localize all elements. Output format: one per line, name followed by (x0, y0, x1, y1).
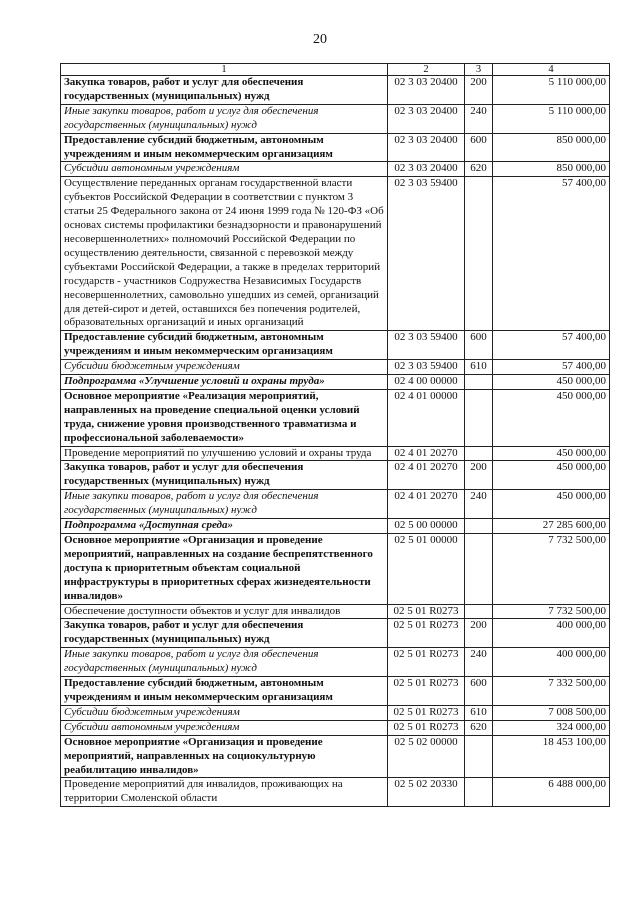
row-name-cell: Обеспечение доступности объектов и услуг для инвалидов (61, 604, 388, 619)
row-type-cell: 610 (465, 360, 493, 375)
row-name-cell: Субсидии автономным учреждениям (61, 720, 388, 735)
row-code-cell: 02 5 01 R0273 (388, 648, 465, 677)
row-code-cell: 02 3 03 20400 (388, 162, 465, 177)
row-type-cell (465, 389, 493, 446)
row-code-cell: 02 5 00 00000 (388, 519, 465, 534)
row-type-cell: 620 (465, 162, 493, 177)
row-amount-cell: 7 732 500,00 (493, 604, 610, 619)
row-amount-cell: 450 000,00 (493, 389, 610, 446)
row-code-cell: 02 5 02 20330 (388, 778, 465, 807)
table-row (61, 720, 610, 735)
table-row (61, 705, 610, 720)
row-code-cell: 02 4 01 00000 (388, 389, 465, 446)
table-row (61, 519, 610, 534)
row-type-cell: 240 (465, 648, 493, 677)
row-code-cell: 02 3 03 20400 (388, 104, 465, 133)
row-name-cell: Иные закупки товаров, работ и услуг для обеспечения государственных (муниципальных) нужд (61, 490, 388, 519)
row-amount-cell: 400 000,00 (493, 619, 610, 648)
row-amount-cell: 6 488 000,00 (493, 778, 610, 807)
column-header-4: 4 (493, 64, 610, 76)
row-amount-cell: 450 000,00 (493, 490, 610, 519)
row-amount-cell: 7 332 500,00 (493, 677, 610, 706)
row-name-cell: Иные закупки товаров, работ и услуг для обеспечения государственных (муниципальных) нужд (61, 648, 388, 677)
row-code-cell: 02 5 01 R0273 (388, 720, 465, 735)
row-amount-cell: 27 285 600,00 (493, 519, 610, 534)
table-row (61, 461, 610, 490)
row-code-cell: 02 5 02 00000 (388, 735, 465, 778)
row-name-cell: Осуществление переданных органам государственной власти субъектов Российской Федерации в соответствии с пунктом 3 статьи 25 Федерального закона от 24 июня 1999 года № 120-ФЗ «Об основах системы профилактики безнадзорности и правонарушений несовершеннолетних» полномочий Российской Федерации по осуществлению деятельности, связанной с перевозкой между субъектами Российской Федерации, а также в пределах территорий государств - участников Содружества Независимых Государств несовершеннолетних, самовольно ушедших из семей, организаций для детей-сирот и детей, оставшихся без попечения родителей, образовательных организаций и иных организаций (61, 177, 388, 331)
row-type-cell (465, 375, 493, 390)
table-row (61, 490, 610, 519)
row-code-cell: 02 4 01 20270 (388, 446, 465, 461)
table-row (61, 446, 610, 461)
table-row (61, 162, 610, 177)
budget-table (60, 63, 610, 807)
row-name-cell: Основное мероприятие «Организация и проведение мероприятий, направленных на социокультурную реабилитацию инвалидов» (61, 735, 388, 778)
row-amount-cell: 324 000,00 (493, 720, 610, 735)
row-amount-cell: 57 400,00 (493, 177, 610, 331)
row-type-cell (465, 177, 493, 331)
row-name-cell: Основное мероприятие «Организация и проведение мероприятий, направленных на создание беспрепятственного доступа к приоритетным объектам социальной инфраструктуры в приоритетных сферах жизнедеятельности инвалидов» (61, 534, 388, 605)
row-code-cell: 02 4 00 00000 (388, 375, 465, 390)
row-name-cell: Подпрограмма «Доступная среда» (61, 519, 388, 534)
page-number: 20 (313, 32, 327, 47)
row-type-cell: 610 (465, 705, 493, 720)
row-name-cell: Закупка товаров, работ и услуг для обеспечения государственных (муниципальных) нужд (61, 461, 388, 490)
table-row (61, 389, 610, 446)
row-code-cell: 02 5 01 00000 (388, 534, 465, 605)
row-amount-cell: 850 000,00 (493, 133, 610, 162)
table-row (61, 648, 610, 677)
row-code-cell: 02 3 03 59400 (388, 360, 465, 375)
row-code-cell: 02 4 01 20270 (388, 461, 465, 490)
row-name-cell: Подпрограмма «Улучшение условий и охраны труда» (61, 375, 388, 390)
table-row (61, 177, 610, 331)
row-type-cell (465, 446, 493, 461)
row-amount-cell: 850 000,00 (493, 162, 610, 177)
table-row (61, 375, 610, 390)
table-row (61, 133, 610, 162)
table-row (61, 735, 610, 778)
row-name-cell: Субсидии бюджетным учреждениям (61, 360, 388, 375)
row-name-cell: Закупка товаров, работ и услуг для обеспечения государственных (муниципальных) нужд (61, 619, 388, 648)
row-amount-cell: 5 110 000,00 (493, 104, 610, 133)
column-header-1: 1 (61, 64, 388, 76)
row-code-cell: 02 3 03 20400 (388, 76, 465, 105)
row-type-cell: 620 (465, 720, 493, 735)
row-type-cell: 240 (465, 490, 493, 519)
row-code-cell: 02 4 01 20270 (388, 490, 465, 519)
row-amount-cell: 7 008 500,00 (493, 705, 610, 720)
row-type-cell (465, 604, 493, 619)
row-amount-cell: 57 400,00 (493, 360, 610, 375)
row-code-cell: 02 5 01 R0273 (388, 705, 465, 720)
table-row (61, 104, 610, 133)
row-amount-cell: 18 453 100,00 (493, 735, 610, 778)
row-code-cell: 02 5 01 R0273 (388, 677, 465, 706)
row-name-cell: Субсидии бюджетным учреждениям (61, 705, 388, 720)
column-header-3: 3 (465, 64, 493, 76)
table-row (61, 534, 610, 605)
row-amount-cell: 400 000,00 (493, 648, 610, 677)
table-row (61, 360, 610, 375)
table-row (61, 619, 610, 648)
table-row (61, 76, 610, 105)
table-row (61, 331, 610, 360)
row-name-cell: Предоставление субсидий бюджетным, автономным учреждениям и иным некоммерческим организациям (61, 133, 388, 162)
row-amount-cell: 450 000,00 (493, 461, 610, 490)
row-name-cell: Предоставление субсидий бюджетным, автономным учреждениям и иным некоммерческим организациям (61, 331, 388, 360)
row-amount-cell: 57 400,00 (493, 331, 610, 360)
column-header-2: 2 (388, 64, 465, 76)
table-header-row (61, 64, 610, 76)
table-row (61, 604, 610, 619)
row-type-cell: 200 (465, 619, 493, 648)
row-type-cell (465, 735, 493, 778)
row-name-cell: Проведение мероприятий по улучшению условий и охраны труда (61, 446, 388, 461)
row-code-cell: 02 3 03 20400 (388, 133, 465, 162)
row-amount-cell: 7 732 500,00 (493, 534, 610, 605)
row-type-cell (465, 534, 493, 605)
row-type-cell: 600 (465, 133, 493, 162)
row-code-cell: 02 5 01 R0273 (388, 604, 465, 619)
row-name-cell: Закупка товаров, работ и услуг для обеспечения государственных (муниципальных) нужд (61, 76, 388, 105)
row-name-cell: Иные закупки товаров, работ и услуг для обеспечения государственных (муниципальных) нужд (61, 104, 388, 133)
row-name-cell: Проведение мероприятий для инвалидов, проживающих на территории Смоленской области (61, 778, 388, 807)
row-amount-cell: 450 000,00 (493, 375, 610, 390)
row-type-cell: 200 (465, 76, 493, 105)
row-type-cell: 600 (465, 331, 493, 360)
row-code-cell: 02 3 03 59400 (388, 177, 465, 331)
row-type-cell: 240 (465, 104, 493, 133)
table-row (61, 677, 610, 706)
table-row (61, 778, 610, 807)
row-code-cell: 02 5 01 R0273 (388, 619, 465, 648)
row-amount-cell: 450 000,00 (493, 446, 610, 461)
row-amount-cell: 5 110 000,00 (493, 76, 610, 105)
row-name-cell: Основное мероприятие «Реализация мероприятий, направленных на проведение специальной оценки условий труда, снижение уровня производственного травматизма и профессиональной заболеваемости» (61, 389, 388, 446)
row-name-cell: Предоставление субсидий бюджетным, автономным учреждениям и иным некоммерческим организациям (61, 677, 388, 706)
row-type-cell (465, 778, 493, 807)
row-name-cell: Субсидии автономным учреждениям (61, 162, 388, 177)
row-type-cell: 200 (465, 461, 493, 490)
row-code-cell: 02 3 03 59400 (388, 331, 465, 360)
row-type-cell: 600 (465, 677, 493, 706)
table-body (61, 76, 610, 807)
row-type-cell (465, 519, 493, 534)
